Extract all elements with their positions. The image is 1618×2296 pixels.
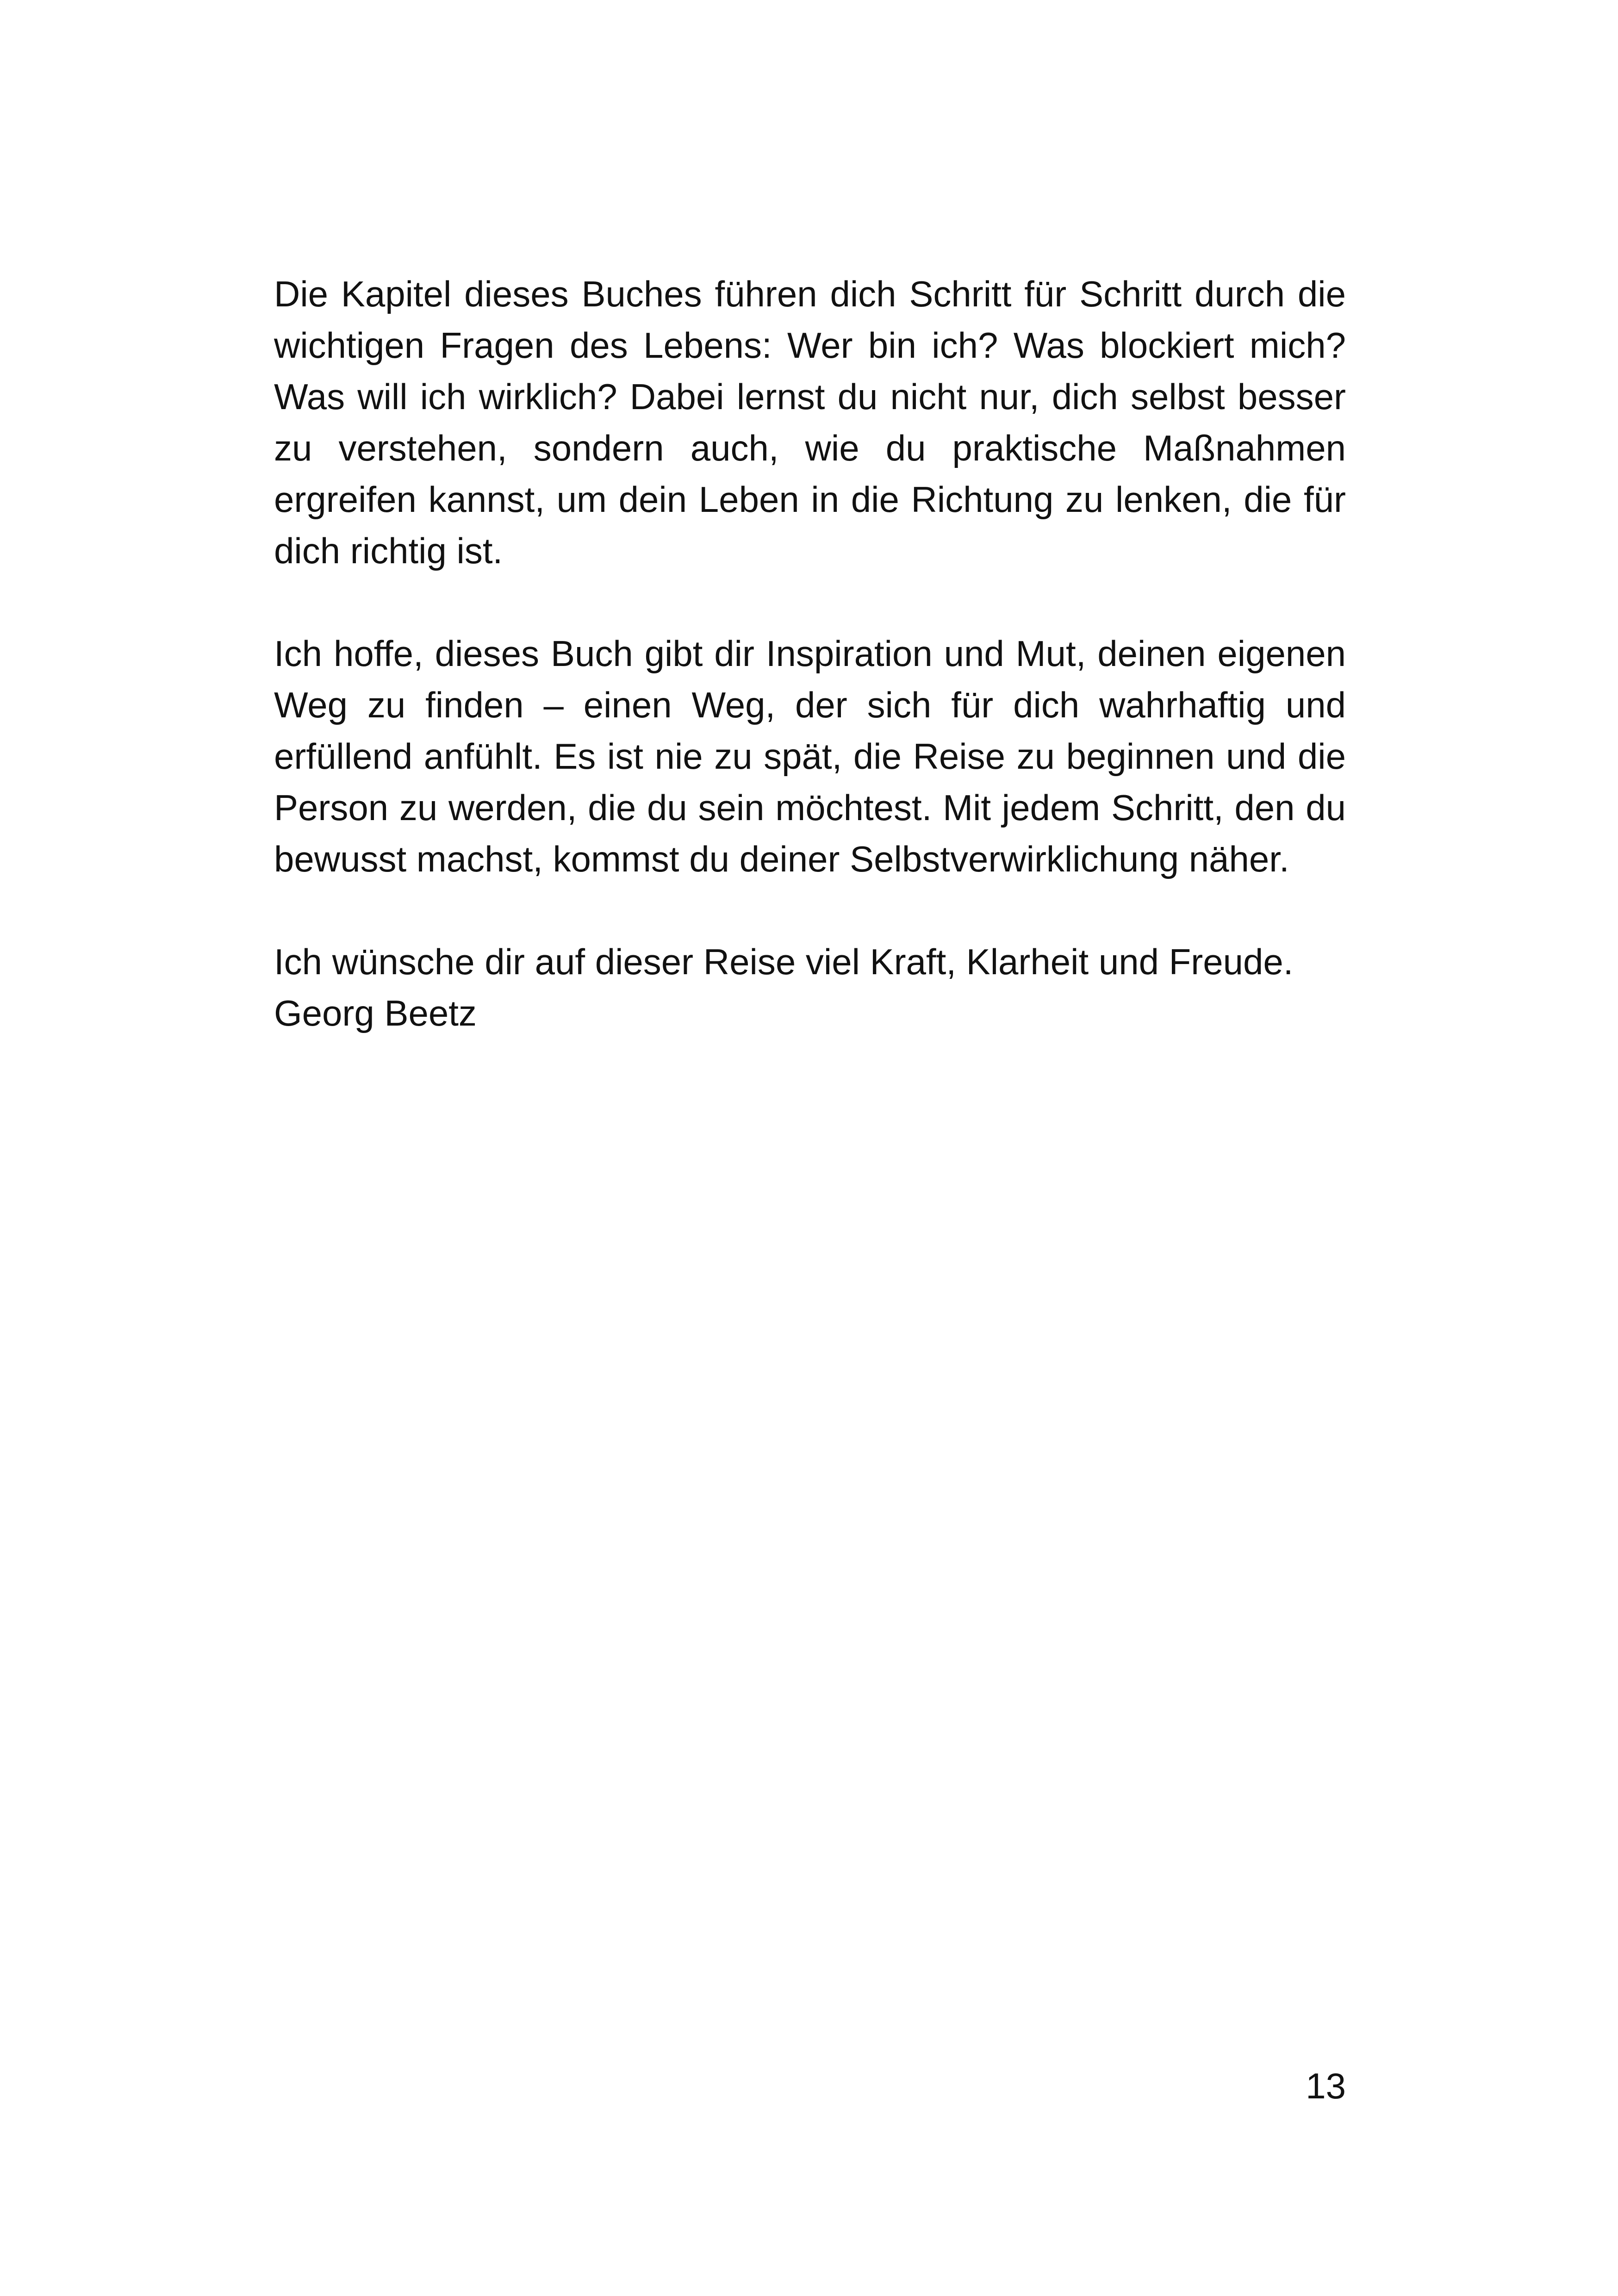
closing-wish: Ich wünsche dir auf dieser Reise viel Kraft, Klarheit und Freude. [274,941,1294,982]
body-text [274,268,1346,1039]
page-number: 13 [1306,2066,1346,2106]
paragraph-chapters-intro: Die Kapitel dieses Buches führen dich Schritt für Schritt durch die wichtigen Fragen des Lebens: Wer bin ich? Was blockiert mich? Was will ich wirklich? Dabei lernst du nicht nur, dich selbst besser zu verstehen, sondern auch, wie du praktische Maßnahmen ergreifen kannst, um dein Leben in die Richtung zu lenken, die für dich richtig ist. [274,274,1346,571]
closing-block [274,936,1346,1039]
paragraph-hope: Ich hoffe, dieses Buch gibt dir Inspiration und Mut, deinen eigenen Weg zu finden – einen Weg, der sich für dich wahrhaftig und erfüllend anfühlt. Es ist nie zu spät, die Reise zu beginnen und die Person zu werden, die du sein möchtest. Mit jedem Schritt, den du bewusst machst, kommst du deiner Selbstverwirklichung näher. [274,633,1346,879]
author-signature: Georg Beetz [274,993,477,1033]
